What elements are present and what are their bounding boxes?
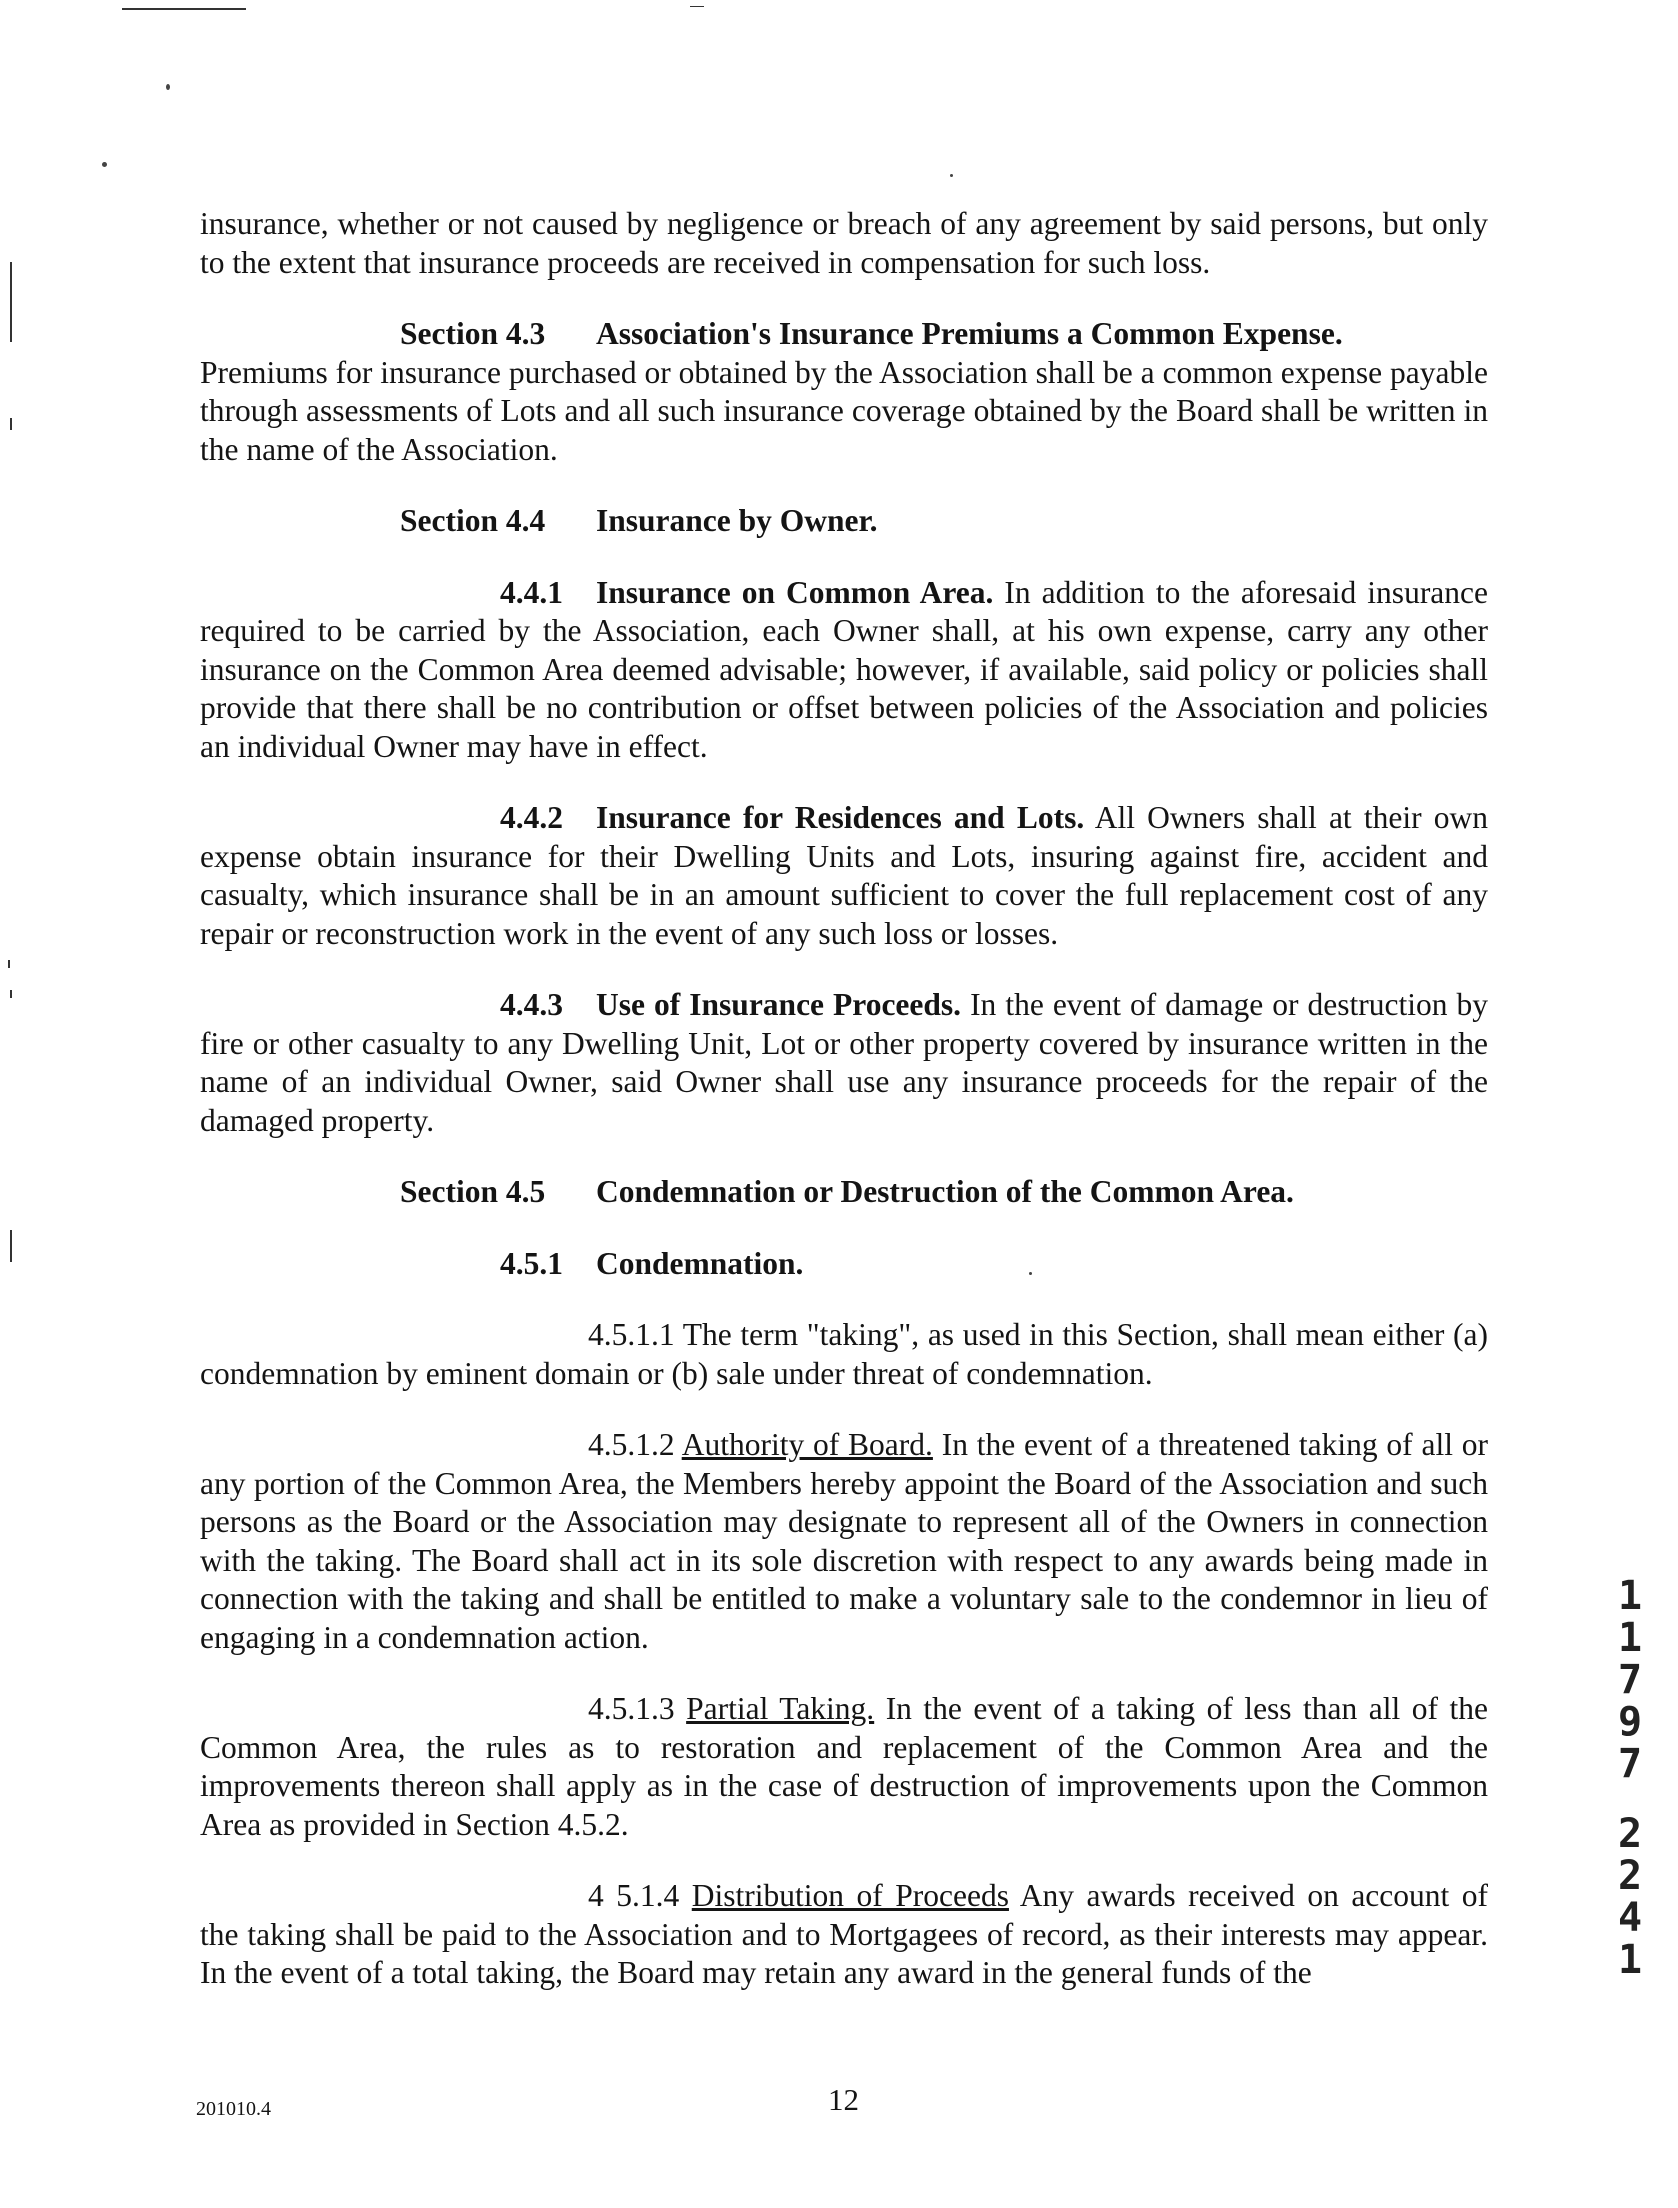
stamp-digit: 2 (1617, 1811, 1643, 1857)
side-stamp (1610, 1575, 1650, 1981)
section-4-3 (200, 315, 1488, 354)
clause-number: 4.5.1.1 (588, 1317, 675, 1352)
clause-title: Distribution of Proceeds (691, 1878, 1009, 1913)
stamp-gap (1610, 1785, 1650, 1813)
section-4-5 (200, 1173, 1488, 1212)
section-4-5-1-4 (200, 1877, 1488, 1993)
clause-body: In the event of a taking of less than all of the Common Area, the rules as to restoration and replacement of the Common Area and the improvements thereon shall apply as in the case of destruction of improvements upon the Common Area as provided in Section 4.5.2. (200, 1691, 1488, 1842)
clause-body: The term "taking", as used in this Section, shall mean either (a) condemnation by eminent domain or (b) sale under threat of condemnation. (200, 1317, 1489, 1391)
clause-number: 4.5.1.2 (588, 1427, 675, 1462)
clause-title: Partial Taking. (686, 1691, 875, 1726)
subsection-number: 4.4.3 (500, 987, 563, 1022)
continuation-paragraph: insurance, whether or not caused by negligence or breach of any agreement by said persons, but only to the extent that insurance proceeds are received in compensation for such loss. (200, 206, 1488, 280)
section-4-5-1-2 (200, 1426, 1488, 1657)
subsection-title: Insurance on Common Area. (596, 574, 994, 610)
section-title: Insurance by Owner. (596, 503, 878, 538)
section-4-5-1-3 (200, 1690, 1488, 1844)
scan-artifact-margin-tick (10, 990, 12, 998)
subsection-number: 4.4.1 (500, 574, 563, 610)
section-number: Section 4.5 (400, 1174, 546, 1209)
document-body (200, 205, 1488, 2026)
subsection-body: All Owners shall at their own expense obtain insurance for their Dwelling Units and Lots, insuring against fire, accident and casualty, which insurance shall be in an amount sufficient to cover the full replacement cost of any repair or reconstruction work in the event of any such loss or losses. (200, 800, 1488, 951)
scan-artifact-speck (102, 162, 107, 167)
section-4-4 (200, 502, 1488, 541)
scan-artifact-top-dash (690, 6, 704, 7)
subsection-title: Use of Insurance Proceeds. (596, 987, 962, 1022)
stamp-digit: 7 (1617, 1657, 1643, 1703)
subsection-number: 4.5.1 (500, 1245, 563, 1281)
section-4-5-1-1 (200, 1316, 1488, 1393)
clause-title: Authority of Board. (681, 1427, 933, 1462)
clause-number: 4 5.1.4 (588, 1878, 680, 1913)
section-4-3-body: Premiums for insurance purchased or obtained by the Association shall be a common expense payable through assessments of Lots and all such insurance coverage obtained by the Board shall be written in the name of the Association. (200, 354, 1488, 467)
subsection-body: In the event of damage or destruction by fire or other casualty to any Dwelling Unit, Lot or other property covered by insurance written in the name of an individual Owner, said Owner shall use any insurance proceeds for the repair of the damaged property. (200, 987, 1488, 1138)
scan-artifact-margin-tick (10, 418, 12, 430)
subsection-title: Condemnation. (596, 1245, 804, 1281)
subsection-body: In addition to the aforesaid insurance required to be carried by the Association, each Owner shall, at his own expense, carry any other insurance on the Common Area deemed advisable; however, if available, said policy or policies shall provide that there shall be no contribution or offset between policies of the Association and policies an individual Owner may have in effect. (200, 574, 1488, 764)
subsection-title: Insurance for Residences and Lots. (596, 800, 1085, 835)
scan-artifact-speck (950, 174, 953, 177)
section-4-5-1 (200, 1245, 1488, 1284)
section-4-4-2 (200, 799, 1488, 953)
scan-artifact-margin-bar (10, 1230, 12, 1262)
clause-number: 4.5.1.3 (588, 1691, 675, 1726)
stamp-digit: 4 (1617, 1895, 1643, 1941)
stamp-digit: 1 (1617, 1573, 1643, 1619)
stamp-digit: 1 (1617, 1937, 1643, 1983)
scan-artifact-speck (166, 84, 170, 90)
page-number: 12 (828, 2082, 859, 2117)
clause-body: Any awards received on account of the taking shall be paid to the Association and to Mortgagees of record, as their interests may appear. In the event of a total taking, the Board may retain any award in the general funds of the (200, 1878, 1489, 1990)
stamp-digit: 7 (1617, 1741, 1643, 1787)
section-number: Section 4.3 (400, 316, 546, 351)
scan-artifact-top-line (122, 8, 246, 10)
section-number: Section 4.4 (400, 503, 546, 538)
section-title: Association's Insurance Premiums a Common Expense. (596, 316, 1343, 351)
section-4-4-3 (200, 986, 1488, 1140)
subsection-number: 4.4.2 (500, 800, 563, 835)
section-4-4-1 (200, 574, 1488, 767)
stamp-digit: 2 (1617, 1853, 1643, 1899)
section-title: Condemnation or Destruction of the Common Area. (596, 1174, 1294, 1209)
stamp-digit: 1 (1617, 1615, 1643, 1661)
scan-artifact-margin-bar (10, 262, 12, 342)
stamp-digit: 9 (1617, 1699, 1643, 1745)
clause-body: In the event of a threatened taking of all or any portion of the Common Area, the Members hereby appoint the Board of the Association and such persons as the Board or the Association may designate to represent all of the Owners in connection with the taking. The Board shall act in its sole discretion with respect to any awards being made in connection with the taking and shall be entitled to make a voluntary sale to the condemnor in lieu of engaging in a condemnation action. (200, 1427, 1489, 1655)
scan-artifact-margin-tick (8, 960, 10, 968)
footer-document-id: 201010.4 (196, 2098, 271, 2120)
